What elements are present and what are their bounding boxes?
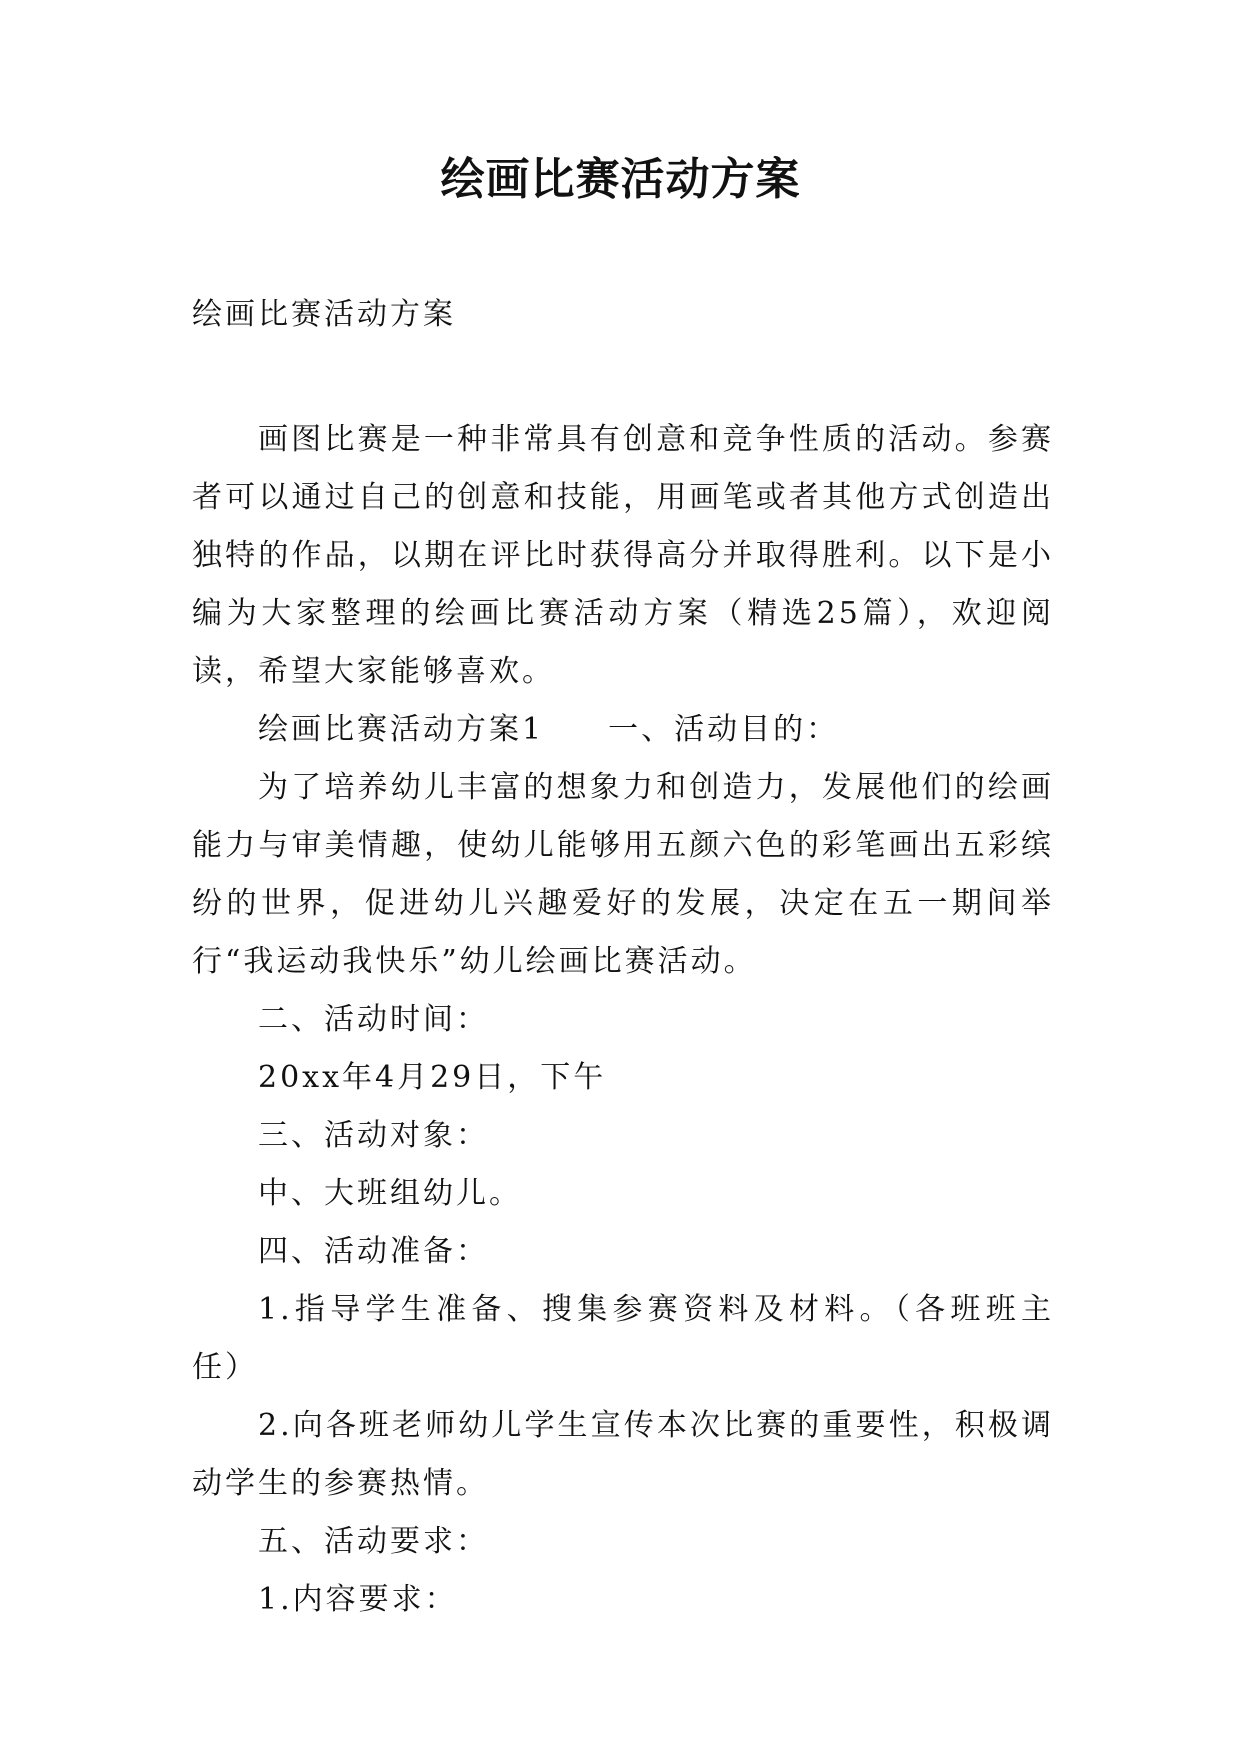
section4-item-2: 2.向各班老师幼儿学生宣传本次比赛的重要性，积极调动学生的参赛热情。 bbox=[192, 1408, 1054, 1501]
section4-item-1: 1.指导学生准备、搜集参赛资料及材料。（各班班主任） bbox=[192, 1292, 1054, 1385]
section5-item-1: 1.内容要求： bbox=[258, 1582, 458, 1617]
section1-paragraph: 为了培养幼儿丰富的想象力和创造力，发展他们的绘画能力与审美情趣，使幼儿能够用五颜六色的彩笔画出五彩缤纷的世界，促进幼儿兴趣爱好的发展，决定在五一期间举行“我运动我快乐”幼儿绘画比赛活动。 bbox=[192, 770, 1054, 979]
document-subtitle: 绘画比赛活动方案 bbox=[192, 297, 456, 332]
document-body bbox=[192, 411, 1054, 1629]
section2-paragraph: 20xx年4月29日，下午 bbox=[258, 1060, 607, 1095]
section1-heading: 一、活动目的： bbox=[608, 712, 840, 747]
plan1-heading: 绘画比赛活动方案1 bbox=[258, 712, 545, 747]
section3-paragraph: 中、大班组幼儿。 bbox=[258, 1176, 522, 1211]
section4-heading: 四、活动准备： bbox=[258, 1234, 489, 1269]
section5-heading: 五、活动要求： bbox=[258, 1524, 489, 1559]
section3-heading: 三、活动对象： bbox=[258, 1118, 489, 1153]
document-title: 绘画比赛活动方案 bbox=[440, 154, 801, 205]
intro-paragraph: 画图比赛是一种非常具有创意和竞争性质的活动。参赛者可以通过自己的创意和技能，用画笔或者其他方式创造出独特的作品，以期在评比时获得高分并取得胜利。以下是小编为大家整理的绘画比赛活动方案（精选25篇），欢迎阅读，希望大家能够喜欢。 bbox=[192, 422, 1054, 689]
section2-heading: 二、活动时间： bbox=[258, 1002, 489, 1037]
plan1-heading-line bbox=[192, 701, 1054, 759]
